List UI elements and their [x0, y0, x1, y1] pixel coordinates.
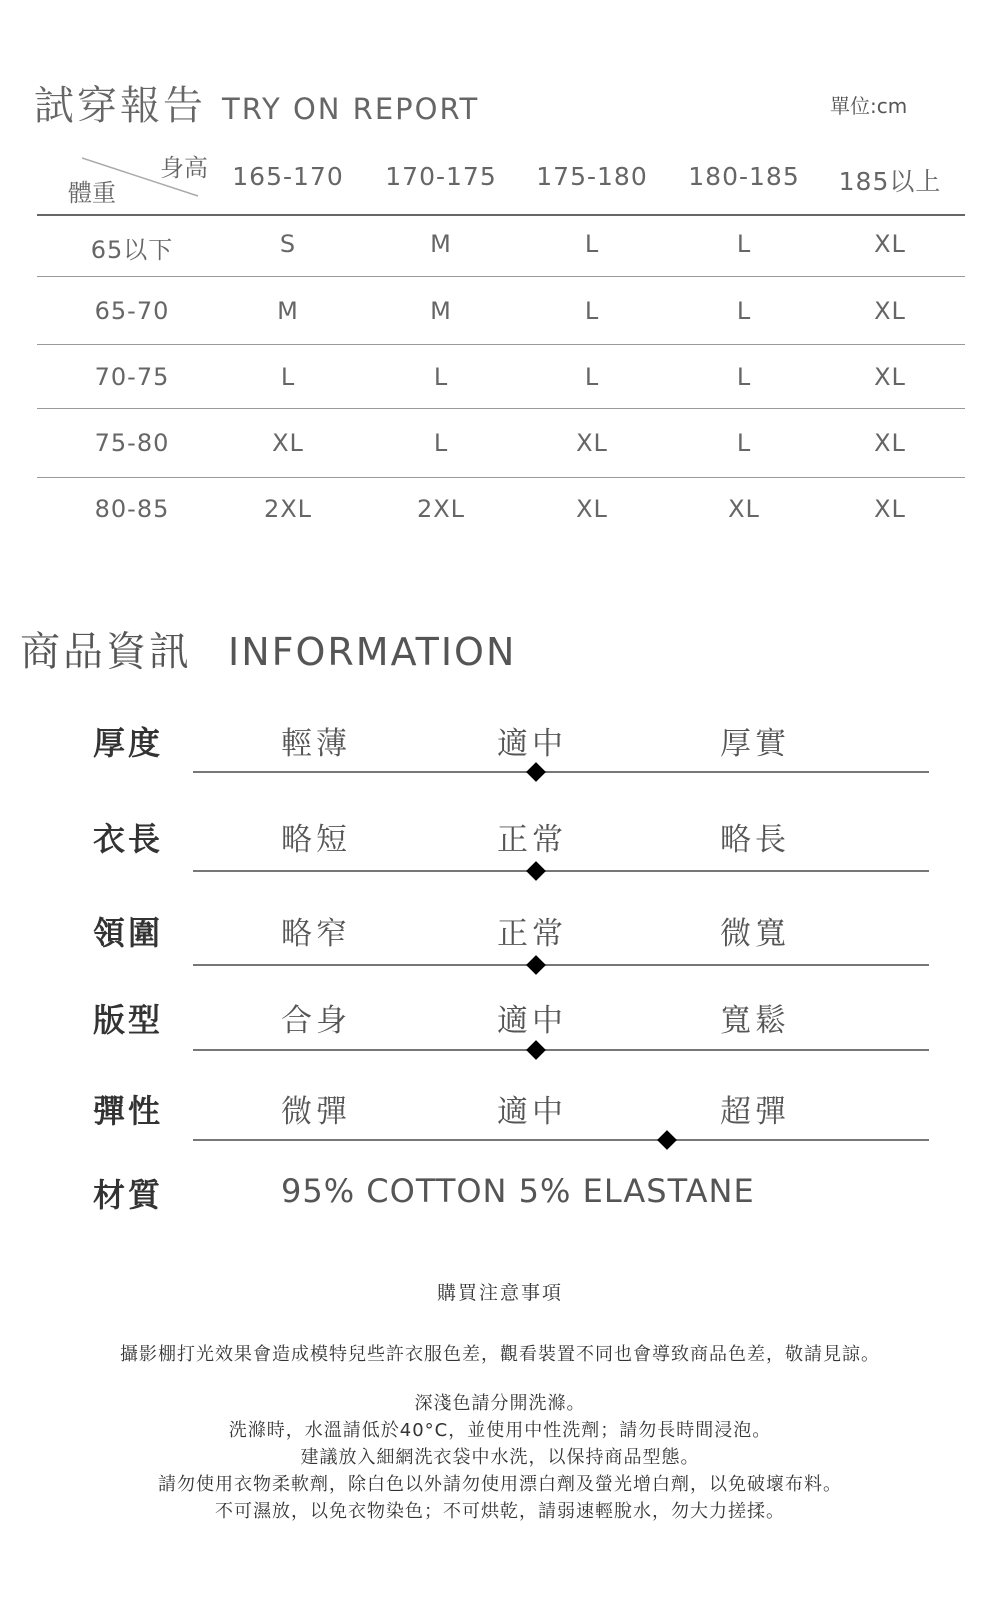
column-header: 165-170	[232, 162, 344, 191]
size-cell: S	[279, 230, 297, 258]
column-header: 175-180	[536, 162, 648, 191]
scale-line	[193, 1049, 929, 1051]
weight-axis-label: 體重	[68, 179, 116, 207]
note-line: 洗滌時，水溫請低於40°C，並使用中性洗劑；請勿長時間浸泡。	[228, 1420, 772, 1441]
size-cell: XL	[728, 495, 760, 523]
size-cell: XL	[874, 230, 906, 258]
size-cell: XL	[874, 297, 906, 325]
table-corner-header	[68, 148, 208, 208]
column-header: 180-185	[688, 162, 800, 191]
scale-marker	[526, 861, 546, 881]
note-line: 請勿使用衣物柔軟劑，除白色以外請勿使用漂白劑及螢光增白劑，以免破壞布料。	[158, 1474, 842, 1495]
header-divider	[37, 214, 965, 216]
scale-option: 輕薄	[281, 726, 351, 762]
size-cell: XL	[874, 429, 906, 457]
size-cell: L	[736, 297, 752, 325]
unit-label: 單位:cm	[830, 94, 908, 118]
height-axis-label: 身高	[160, 154, 208, 182]
scale-marker	[657, 1130, 677, 1150]
attribute-label: 衣長	[93, 820, 164, 858]
scale-option: 厚實	[720, 726, 790, 762]
scale-option: 略窄	[281, 916, 351, 952]
scale-line	[193, 870, 929, 872]
scale-option: 超彈	[720, 1094, 790, 1130]
scale-marker	[526, 955, 546, 975]
note-line: 不可濕放，以免衣物染色；不可烘乾，請弱速輕脫水，勿大力搓揉。	[215, 1501, 785, 1522]
size-cell: L	[280, 363, 296, 391]
size-cell: M	[277, 297, 299, 325]
scale-option: 適中	[497, 1094, 567, 1130]
scale-option: 略長	[720, 822, 790, 858]
size-cell: XL	[272, 429, 304, 457]
row-weight-label: 80-85	[94, 495, 170, 523]
scale-option: 正常	[497, 822, 567, 858]
size-cell: L	[736, 363, 752, 391]
info-title-zh: 商品資訊	[20, 629, 192, 675]
scale-option: 略短	[281, 822, 351, 858]
info-title	[20, 620, 516, 677]
report-title	[34, 74, 480, 129]
row-weight-label: 70-75	[94, 363, 170, 391]
size-cell: L	[584, 297, 600, 325]
row-divider	[37, 344, 965, 345]
row-divider	[37, 276, 965, 277]
scale-option: 微彈	[281, 1094, 351, 1130]
size-cell: L	[433, 363, 449, 391]
size-cell: M	[430, 230, 452, 258]
scale-option: 適中	[497, 1003, 567, 1039]
size-cell: XL	[874, 363, 906, 391]
column-header: 185以上	[838, 167, 942, 196]
report-title-zh: 試穿報告	[34, 83, 206, 129]
size-cell: L	[584, 363, 600, 391]
size-cell: XL	[874, 495, 906, 523]
scale-marker	[526, 1040, 546, 1060]
row-weight-label: 65-70	[94, 297, 170, 325]
size-cell: XL	[576, 429, 608, 457]
notes-title: 購買注意事項	[436, 1282, 563, 1304]
scale-marker	[526, 762, 546, 782]
attribute-label: 領圍	[93, 914, 164, 952]
note-line: 深淺色請分開洗滌。	[414, 1393, 586, 1414]
scale-line	[193, 964, 929, 966]
attribute-label: 版型	[93, 1001, 164, 1039]
scale-option: 合身	[281, 1003, 351, 1039]
material-label: 材質	[93, 1176, 164, 1214]
size-cell: L	[736, 429, 752, 457]
size-cell: L	[433, 429, 449, 457]
size-cell: 2XL	[416, 495, 466, 523]
material-value: 95% COTTON 5% ELASTANE	[281, 1172, 755, 1210]
attribute-label: 彈性	[93, 1092, 164, 1130]
size-cell: 2XL	[263, 495, 313, 523]
scale-line	[193, 771, 929, 773]
row-weight-label: 75-80	[94, 429, 170, 457]
size-cell: M	[430, 297, 452, 325]
scale-option: 適中	[497, 726, 567, 762]
size-cell: L	[584, 230, 600, 258]
size-cell: XL	[576, 495, 608, 523]
column-header: 170-175	[385, 162, 497, 191]
scale-option: 寬鬆	[720, 1003, 790, 1039]
size-cell: L	[736, 230, 752, 258]
attribute-label: 厚度	[93, 724, 164, 762]
scale-line	[193, 1139, 929, 1141]
row-weight-label: 65以下	[90, 236, 174, 264]
row-divider	[37, 408, 965, 409]
scale-option: 微寬	[720, 916, 790, 952]
note-line: 建議放入細網洗衣袋中水洗，以保持商品型態。	[300, 1447, 700, 1468]
info-title-en: INFORMATION	[228, 630, 517, 674]
row-divider	[37, 477, 965, 478]
report-title-en: TRY ON REPORT	[222, 92, 480, 126]
note-line: 攝影棚打光效果會造成模特兒些許衣服色差，觀看裝置不同也會導致商品色差，敬請見諒。	[120, 1344, 880, 1365]
scale-option: 正常	[497, 916, 567, 952]
